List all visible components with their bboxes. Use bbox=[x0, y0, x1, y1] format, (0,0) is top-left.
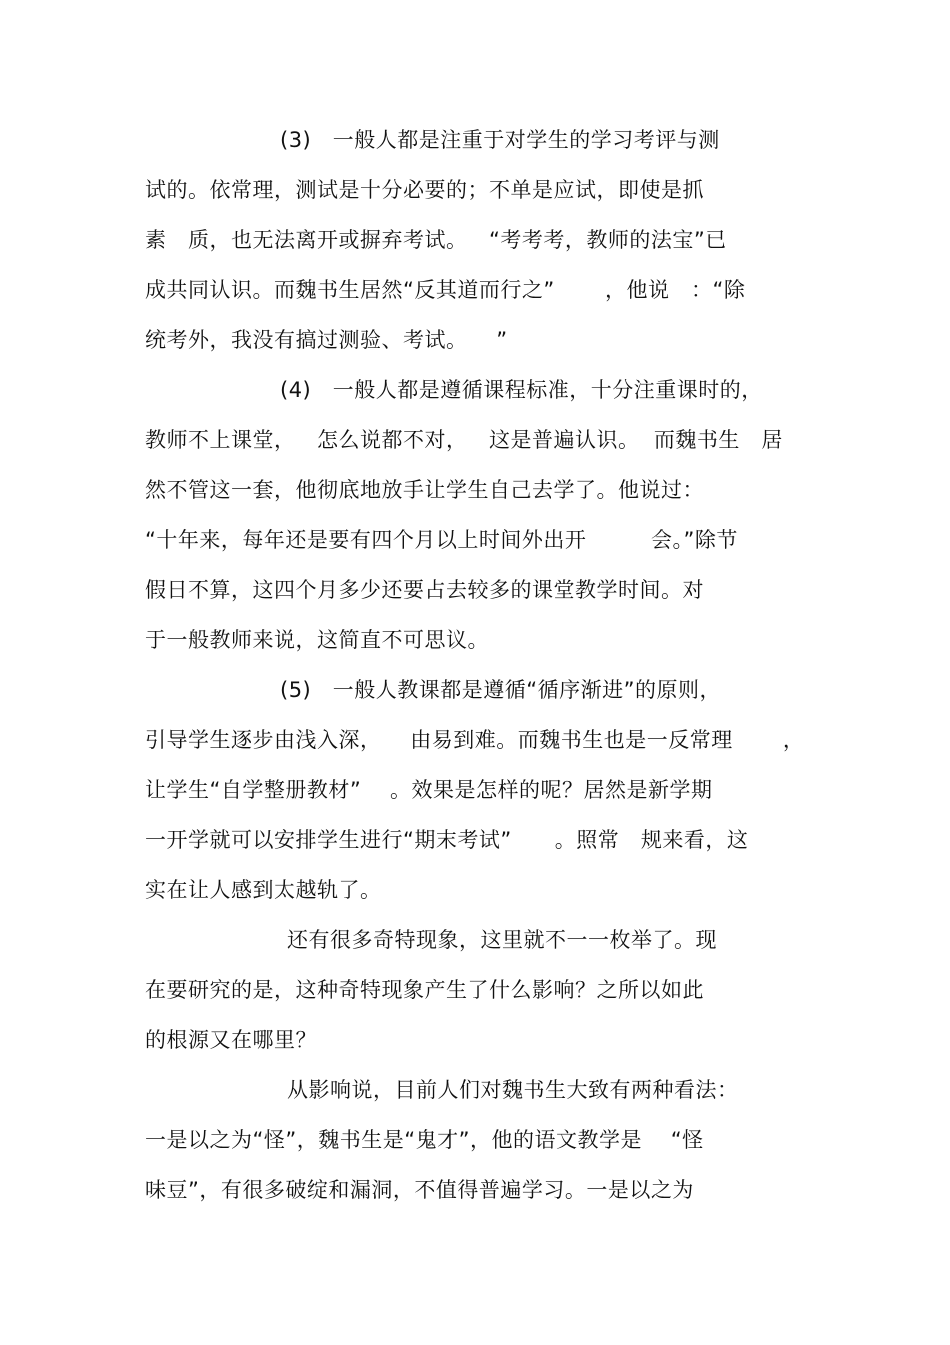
text-line: 实在让人感到太越轨了。 bbox=[145, 878, 382, 902]
text-line: 味豆”，有很多破绽和漏洞，不值得普遍学习。一是以之为 bbox=[145, 1178, 694, 1202]
text-line: 教师不上课堂， 怎么说都不对， 这是普遍认识。 而魏书生 居 bbox=[145, 428, 783, 452]
text-line: 一是以之为“怪”，魏书生是“鬼才”，他的语文教学是 “怪 bbox=[145, 1128, 704, 1152]
text-line: 引导学生逐步由浅入深， 由易到难。而魏书生也是一反常理 ， bbox=[145, 728, 805, 752]
text-line: 试的。依常理，测试是十分必要的；不单是应试，即使是抓 bbox=[145, 178, 704, 202]
text-line: 一开学就可以安排学生进行“期末考试” 。照常 规来看，这 bbox=[145, 828, 749, 852]
text-line: (4) 一般人都是遵循课程标准，十分注重课时的， bbox=[280, 378, 763, 402]
text-line: 还有很多奇特现象，这里就不一一枚举了。现 bbox=[287, 928, 717, 952]
text-line: 素 质，也无法离开或摒弃考试。 “考考考，教师的法宝”已 bbox=[145, 228, 727, 252]
text-line: “十年来，每年还是要有四个月以上时间外出开 会。”除节 bbox=[145, 528, 738, 552]
text-line: (3) 一般人都是注重于对学生的学习考评与测 bbox=[280, 128, 720, 152]
text-line: 统考外，我没有搞过测验、考试。 ” bbox=[145, 328, 508, 352]
text-line: 从影响说，目前人们对魏书生大致有两种看法： bbox=[287, 1078, 739, 1102]
text-line: 让学生“自学整册教材” 。效果是怎样的呢？居然是新学期 bbox=[145, 778, 713, 802]
text-line: 在要研究的是，这种奇特现象产生了什么影响？之所以如此 bbox=[145, 978, 704, 1002]
text-line: (5) 一般人教课都是遵循“循序渐进”的原则， bbox=[280, 678, 722, 702]
text-line: 的根源又在哪里？ bbox=[145, 1028, 317, 1052]
text-line: 然不管这一套，他彻底地放手让学生自己去学了。他说过： bbox=[145, 478, 704, 502]
text-line: 于一般教师来说，这简直不可思议。 bbox=[145, 628, 489, 652]
text-line: 假日不算，这四个月多少还要占去较多的课堂教学时间。对 bbox=[145, 578, 704, 602]
text-line: 成共同认识。而魏书生居然“反其道而行之” ，他说 ：“除 bbox=[145, 278, 746, 302]
